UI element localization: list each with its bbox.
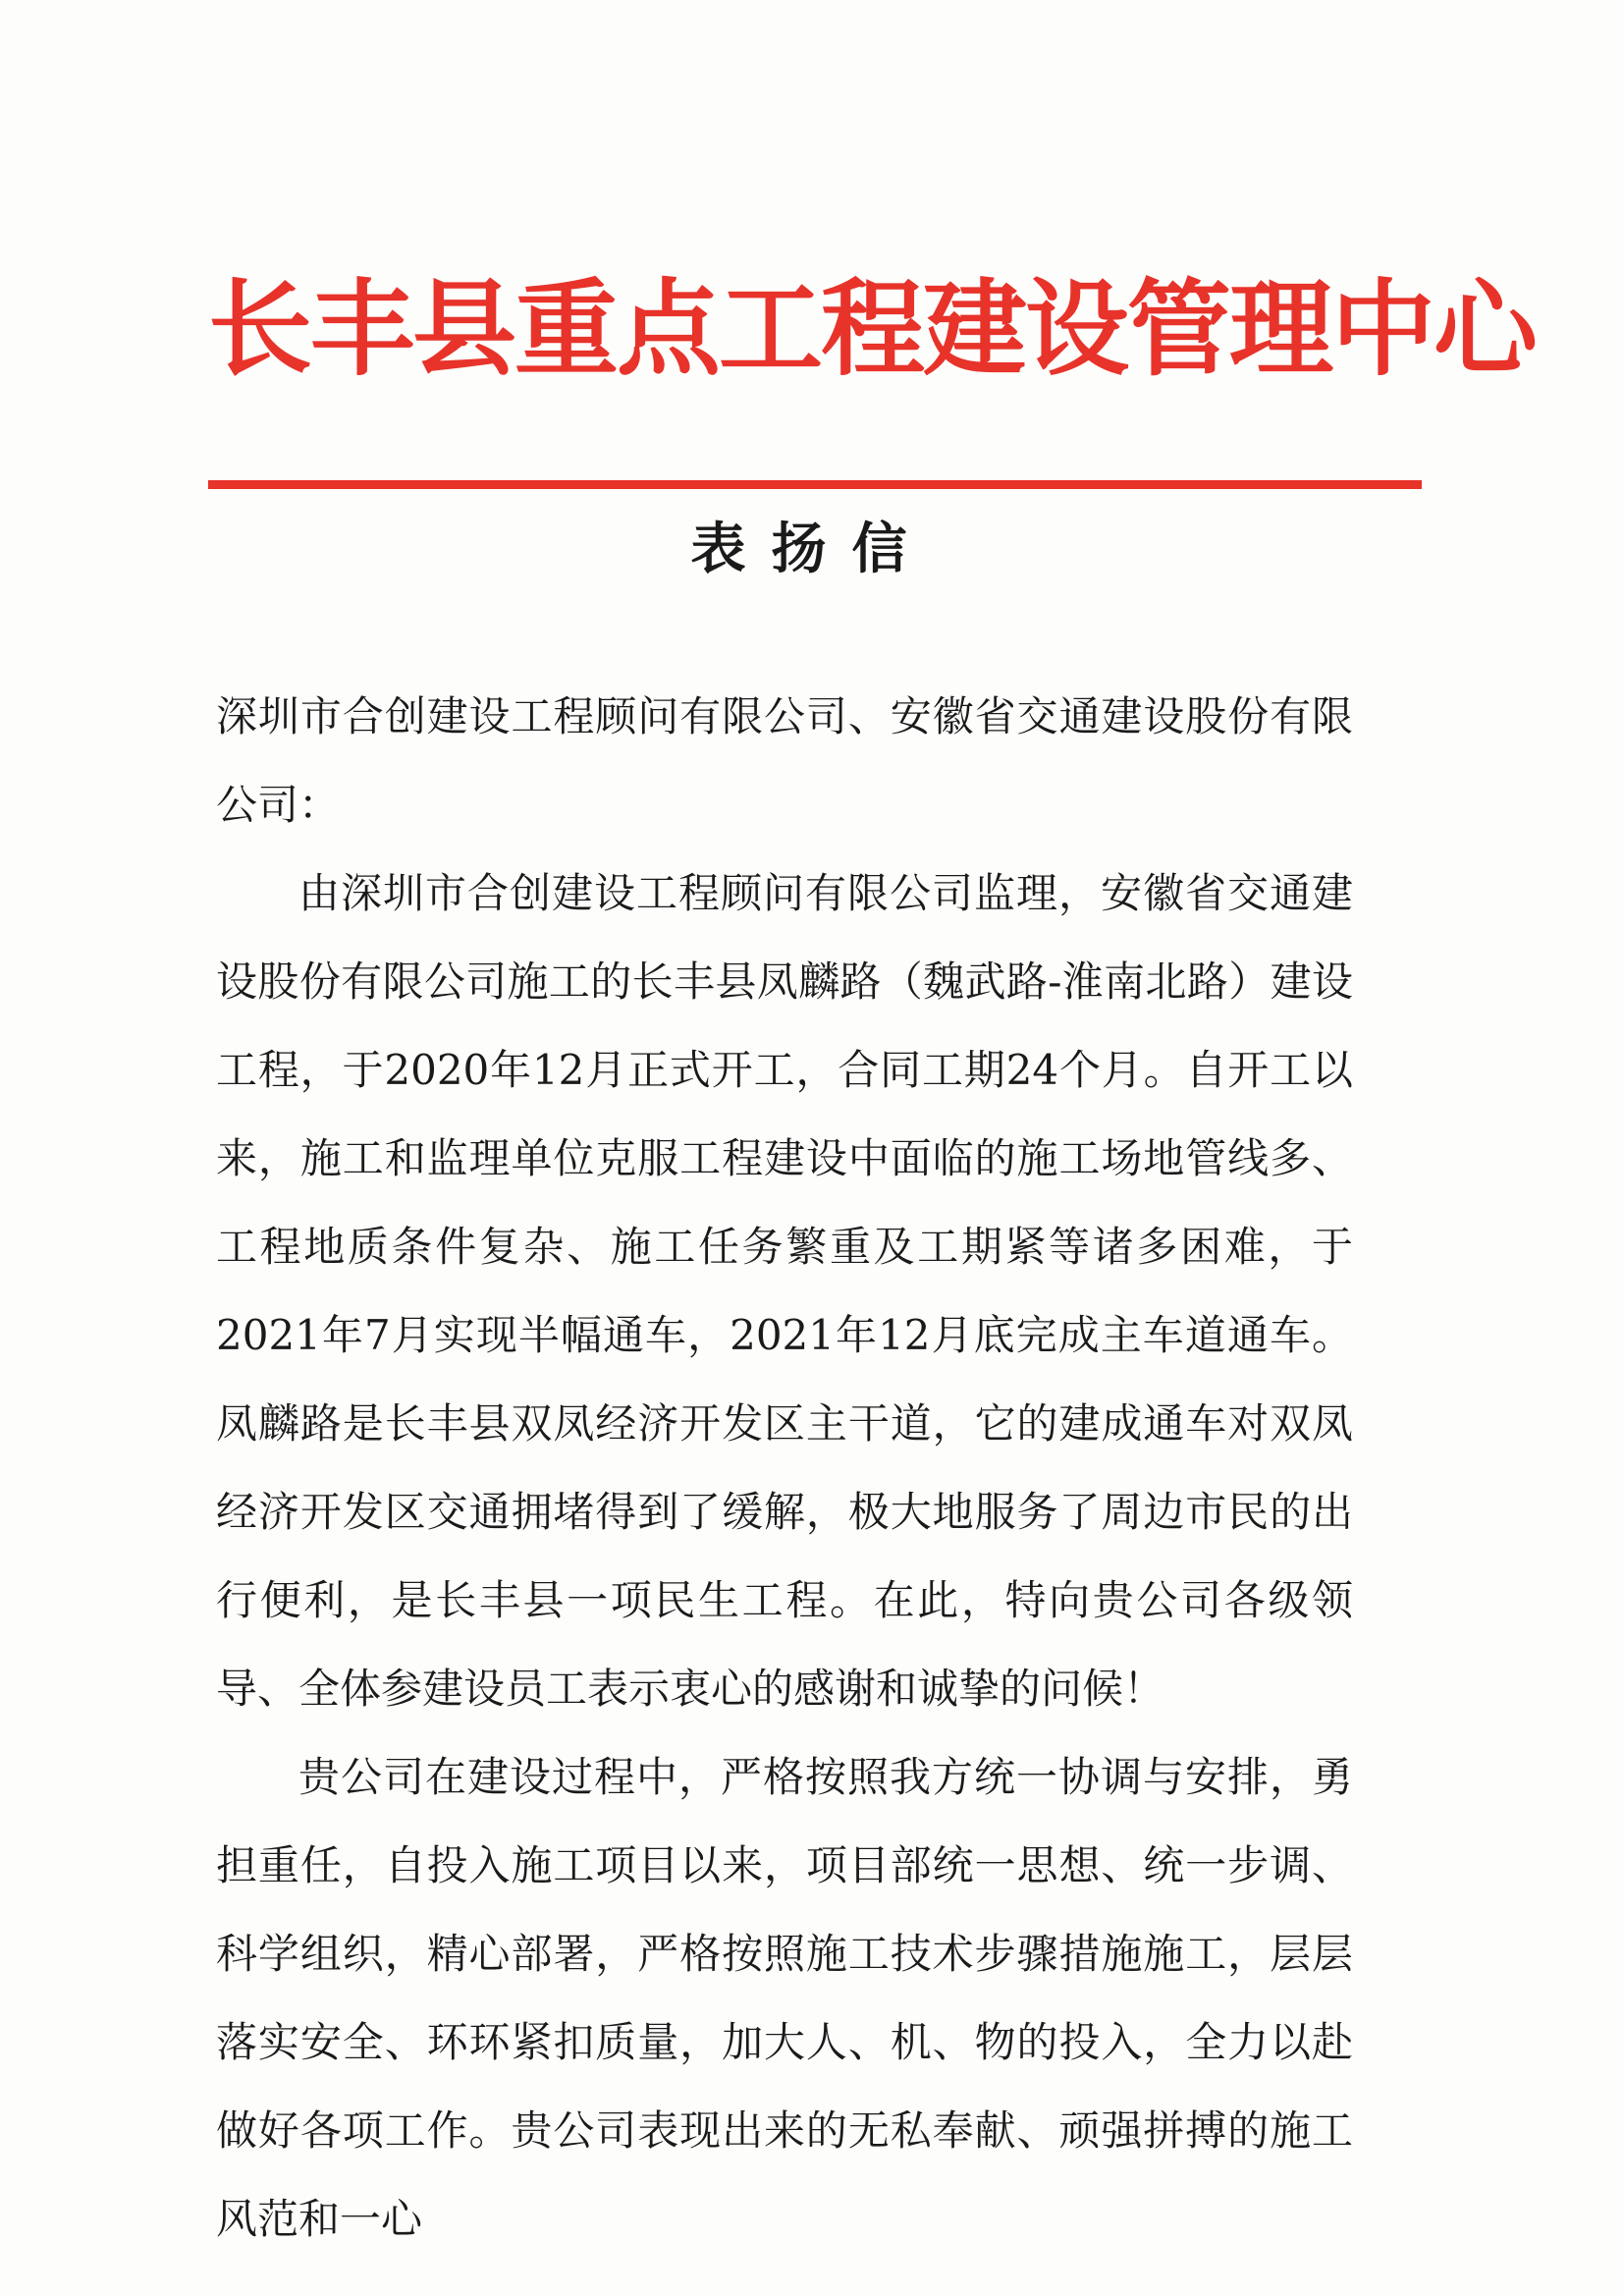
body-paragraph-1: 由深圳市合创建设工程顾问有限公司监理，安徽省交通建设股份有限公司施工的长丰县凤麟路（魏武路-淮南北路）建设工程，于2020年12月正式开工，合同工期24个月。自开工以来，施工和监理单位克服工程建设中面临的施工场地管线多、工程地质条件复杂、施工任务繁重及工期紧等诸多困难，于2021年7月实现半幅通车，2021年12月底完成主车道通车。凤麟路是长丰县双凤经济开发区主干道，它的建成通车对双凤经济开发区交通拥堵得到了缓解，极大地服务了周边市民的出行便利，是长丰县一项民生工程。在此，特向贵公司各级领导、全体参建设员工表示衷心的感谢和诚挚的问候！	[216, 869, 1353, 1713]
letterhead-red-rule	[208, 480, 1422, 489]
body-paragraph-2: 贵公司在建设过程中，严格按照我方统一协调与安排，勇担重任，自投入施工项目以来，项目部统一思想、统一步调、科学组织，精心部署，严格按照施工技术步骤措施施工，层层落实安全、环环紧扣质量，加大人、机、物的投入，全力以赴做好各项工作。贵公司表现出来的无私奉献、顽强拼搏的施工风范和一心	[216, 1753, 1353, 2243]
salutation: 深圳市合创建设工程顾问有限公司、安徽省交通建设股份有限公司：	[216, 692, 1353, 829]
letterhead-org-name: 长丰县重点工程建设管理中心	[208, 267, 1536, 390]
document-title: 表扬信	[690, 518, 933, 581]
letter-body	[216, 673, 1353, 2264]
